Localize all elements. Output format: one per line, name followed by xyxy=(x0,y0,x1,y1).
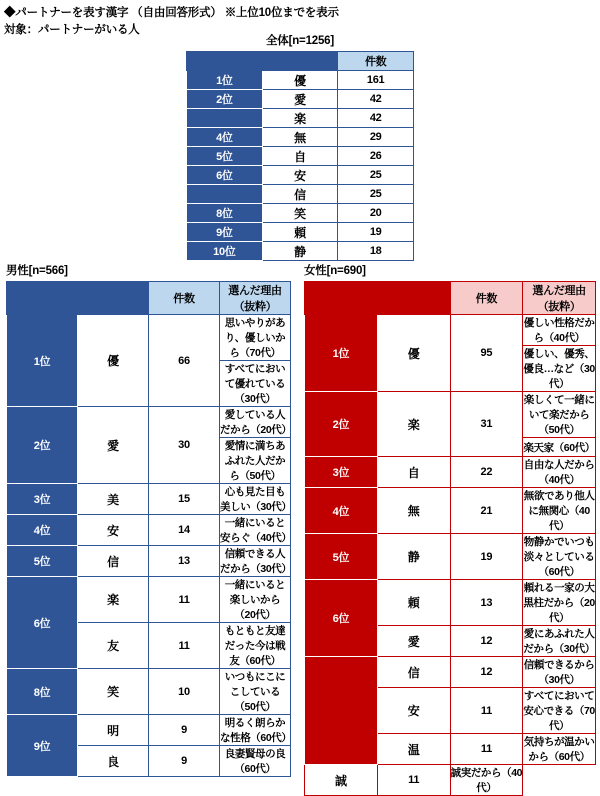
count-cell: 25 xyxy=(338,185,414,204)
kanji-cell: 無 xyxy=(377,488,450,534)
page-subtitle: 対象：パートナーがいる人 xyxy=(4,24,140,36)
table-row xyxy=(7,669,291,715)
reason-cell: 自由な人だから（40代） xyxy=(523,457,596,488)
kanji-cell: 美 xyxy=(78,484,149,515)
rank-cell: 5位 xyxy=(7,546,78,577)
rank-cell xyxy=(187,185,263,204)
table-row xyxy=(187,204,414,223)
kanji-cell: 優 xyxy=(78,315,149,407)
male-col-reason: 選んだ理由（抜粋） xyxy=(220,282,291,315)
reason-cell: 一緒にいると楽しいから（20代） xyxy=(220,577,291,623)
male-col-kanji xyxy=(78,282,149,315)
male-col-rank xyxy=(7,282,78,315)
count-cell: 30 xyxy=(149,407,220,484)
rank-cell: 3位 xyxy=(7,484,78,515)
rank-cell: 1位 xyxy=(187,71,263,90)
table-row xyxy=(7,407,291,438)
count-cell: 66 xyxy=(149,315,220,407)
reason-cell: もともと友達だった今は戦友（60代） xyxy=(220,623,291,669)
kanji-cell: 信 xyxy=(377,657,450,688)
kanji-cell: 信 xyxy=(78,546,149,577)
kanji-cell: 愛 xyxy=(262,90,338,109)
table-row xyxy=(7,484,291,515)
rank-cell: 4位 xyxy=(305,488,378,534)
table-row xyxy=(187,242,414,261)
count-cell: 11 xyxy=(377,765,450,796)
table-row xyxy=(187,109,414,128)
rank-cell xyxy=(305,657,378,765)
kanji-cell: 笑 xyxy=(78,669,149,715)
kanji-cell: 友 xyxy=(78,623,149,669)
rank-cell: 8位 xyxy=(187,204,263,223)
table-row xyxy=(7,315,291,361)
rank-cell: 2位 xyxy=(305,392,378,457)
rank-cell: 2位 xyxy=(7,407,78,484)
kanji-cell: 安 xyxy=(377,688,450,734)
kanji-cell: 自 xyxy=(262,147,338,166)
reason-cell: 愛にあふれた人だから（30代） xyxy=(523,626,596,657)
reason-cell: 明るく朗らかな性格（60代） xyxy=(220,715,291,746)
table-row xyxy=(305,580,596,626)
kanji-cell: 静 xyxy=(262,242,338,261)
rank-cell: 10位 xyxy=(187,242,263,261)
reason-cell: すべてにおいて安心できる（70代） xyxy=(523,688,596,734)
kanji-cell: 頼 xyxy=(262,223,338,242)
count-cell: 21 xyxy=(450,488,523,534)
count-cell: 14 xyxy=(149,515,220,546)
kanji-cell: 安 xyxy=(262,166,338,185)
kanji-cell: 楽 xyxy=(262,109,338,128)
kanji-cell: 静 xyxy=(377,534,450,580)
count-cell: 25 xyxy=(338,166,414,185)
count-cell: 22 xyxy=(450,457,523,488)
reason-cell: 楽天家（60代） xyxy=(523,438,596,457)
rank-cell: 1位 xyxy=(305,315,378,392)
reason-cell: 良妻賢母の良（60代） xyxy=(220,746,291,777)
reason-cell: 無欲であり他人に無関心（40代） xyxy=(523,488,596,534)
table-row xyxy=(7,515,291,546)
table-row xyxy=(305,534,596,580)
female-col-rank xyxy=(305,282,378,315)
count-cell: 20 xyxy=(338,204,414,223)
rank-cell: 4位 xyxy=(187,128,263,147)
count-cell: 29 xyxy=(338,128,414,147)
count-cell: 9 xyxy=(149,746,220,777)
table-row xyxy=(187,185,414,204)
rank-cell: 9位 xyxy=(187,223,263,242)
count-cell: 11 xyxy=(149,577,220,623)
kanji-cell: 頼 xyxy=(377,580,450,626)
rank-cell: 6位 xyxy=(305,580,378,657)
reason-cell: 思いやりがあり、優しいから（70代） xyxy=(220,315,291,361)
rank-cell: 5位 xyxy=(305,534,378,580)
male-col-count: 件数 xyxy=(149,282,220,315)
rank-cell xyxy=(187,109,263,128)
table-header-row xyxy=(305,282,596,315)
count-cell: 13 xyxy=(149,546,220,577)
overall-col-rank xyxy=(187,52,263,71)
count-cell: 12 xyxy=(450,626,523,657)
kanji-cell: 愛 xyxy=(78,407,149,484)
male-table xyxy=(6,281,291,777)
reason-cell: 信頼できる人だから（30代） xyxy=(220,546,291,577)
kanji-cell: 優 xyxy=(262,71,338,90)
kanji-cell: 温 xyxy=(377,734,450,765)
rank-cell: 9位 xyxy=(7,715,78,777)
table-header-row xyxy=(7,282,291,315)
female-title: 女性[n=690] xyxy=(304,265,366,277)
kanji-cell: 優 xyxy=(377,315,450,392)
kanji-cell: 楽 xyxy=(78,577,149,623)
table-row xyxy=(187,90,414,109)
rank-cell: 6位 xyxy=(7,577,78,669)
table-row xyxy=(305,392,596,438)
count-cell: 19 xyxy=(450,534,523,580)
table-row xyxy=(187,166,414,185)
kanji-cell: 無 xyxy=(262,128,338,147)
female-block xyxy=(304,262,596,796)
rank-cell: 4位 xyxy=(7,515,78,546)
female-table xyxy=(304,281,596,796)
overall-col-kanji xyxy=(262,52,338,71)
kanji-cell: 信 xyxy=(262,185,338,204)
reason-cell: 一緒にいると安らぐ（40代） xyxy=(220,515,291,546)
count-cell: 9 xyxy=(149,715,220,746)
reason-cell: すべてにおいて優れている（30代） xyxy=(220,361,291,407)
rank-cell: 1位 xyxy=(7,315,78,407)
kanji-cell: 愛 xyxy=(377,626,450,657)
count-cell: 15 xyxy=(149,484,220,515)
reason-cell: 信頼できるから（30代） xyxy=(523,657,596,688)
table-row xyxy=(7,546,291,577)
table-row xyxy=(305,657,596,688)
table-row xyxy=(7,577,291,623)
count-cell: 19 xyxy=(338,223,414,242)
count-cell: 42 xyxy=(338,90,414,109)
reason-cell: 楽しくて一緒にいて楽だから（50代） xyxy=(523,392,596,438)
count-cell: 11 xyxy=(450,734,523,765)
male-title: 男性[n=566] xyxy=(6,265,68,277)
reason-cell: 気持ちが温かいから（60代） xyxy=(523,734,596,765)
overall-block xyxy=(186,32,414,261)
table-row xyxy=(187,128,414,147)
reason-cell: 頼れる一家の大黒柱だから（20代） xyxy=(523,580,596,626)
count-cell: 11 xyxy=(149,623,220,669)
rank-cell: 2位 xyxy=(187,90,263,109)
kanji-cell: 笑 xyxy=(262,204,338,223)
count-cell: 12 xyxy=(450,657,523,688)
table-header-row xyxy=(187,52,414,71)
count-cell: 95 xyxy=(450,315,523,392)
kanji-cell: 楽 xyxy=(377,392,450,457)
table-row xyxy=(187,147,414,166)
table-row xyxy=(305,315,596,346)
overall-table xyxy=(186,51,414,261)
kanji-cell: 自 xyxy=(377,457,450,488)
female-col-reason: 選んだ理由（抜粋） xyxy=(523,282,596,315)
table-row xyxy=(305,488,596,534)
reason-cell: 優しい性格だから（40代） xyxy=(523,315,596,346)
reason-cell: 物静かでいつも淡々としている（60代） xyxy=(523,534,596,580)
reason-cell: 愛している人だから（20代） xyxy=(220,407,291,438)
reason-cell: 優しい、優秀、優良…など（30代） xyxy=(523,346,596,392)
overall-col-count: 件数 xyxy=(338,52,414,71)
table-row xyxy=(305,765,596,796)
kanji-cell: 良 xyxy=(78,746,149,777)
reason-cell: 心も見た目も美しい（30代） xyxy=(220,484,291,515)
kanji-cell: 誠 xyxy=(305,765,378,796)
table-row xyxy=(7,715,291,746)
reason-cell: 誠実だから（40代） xyxy=(450,765,523,796)
count-cell: 31 xyxy=(450,392,523,457)
count-cell: 18 xyxy=(338,242,414,261)
count-cell: 13 xyxy=(450,580,523,626)
rank-cell: 3位 xyxy=(305,457,378,488)
count-cell: 26 xyxy=(338,147,414,166)
female-col-count: 件数 xyxy=(450,282,523,315)
rank-cell: 8位 xyxy=(7,669,78,715)
overall-title: 全体[n=1256] xyxy=(266,35,334,47)
kanji-cell: 明 xyxy=(78,715,149,746)
table-row xyxy=(187,223,414,242)
table-row xyxy=(187,71,414,90)
reason-cell: 愛情に満ちあふれた人だから（50代） xyxy=(220,438,291,484)
count-cell: 42 xyxy=(338,109,414,128)
page-title: ◆パートナーを表す漢字 （自由回答形式） ※上位10位までを表示 xyxy=(4,7,339,19)
table-row xyxy=(305,457,596,488)
rank-cell: 5位 xyxy=(187,147,263,166)
female-col-kanji xyxy=(377,282,450,315)
kanji-cell: 安 xyxy=(78,515,149,546)
count-cell: 11 xyxy=(450,688,523,734)
count-cell: 10 xyxy=(149,669,220,715)
rank-cell: 6位 xyxy=(187,166,263,185)
count-cell: 161 xyxy=(338,71,414,90)
reason-cell: いつもにこにこしている（50代） xyxy=(220,669,291,715)
